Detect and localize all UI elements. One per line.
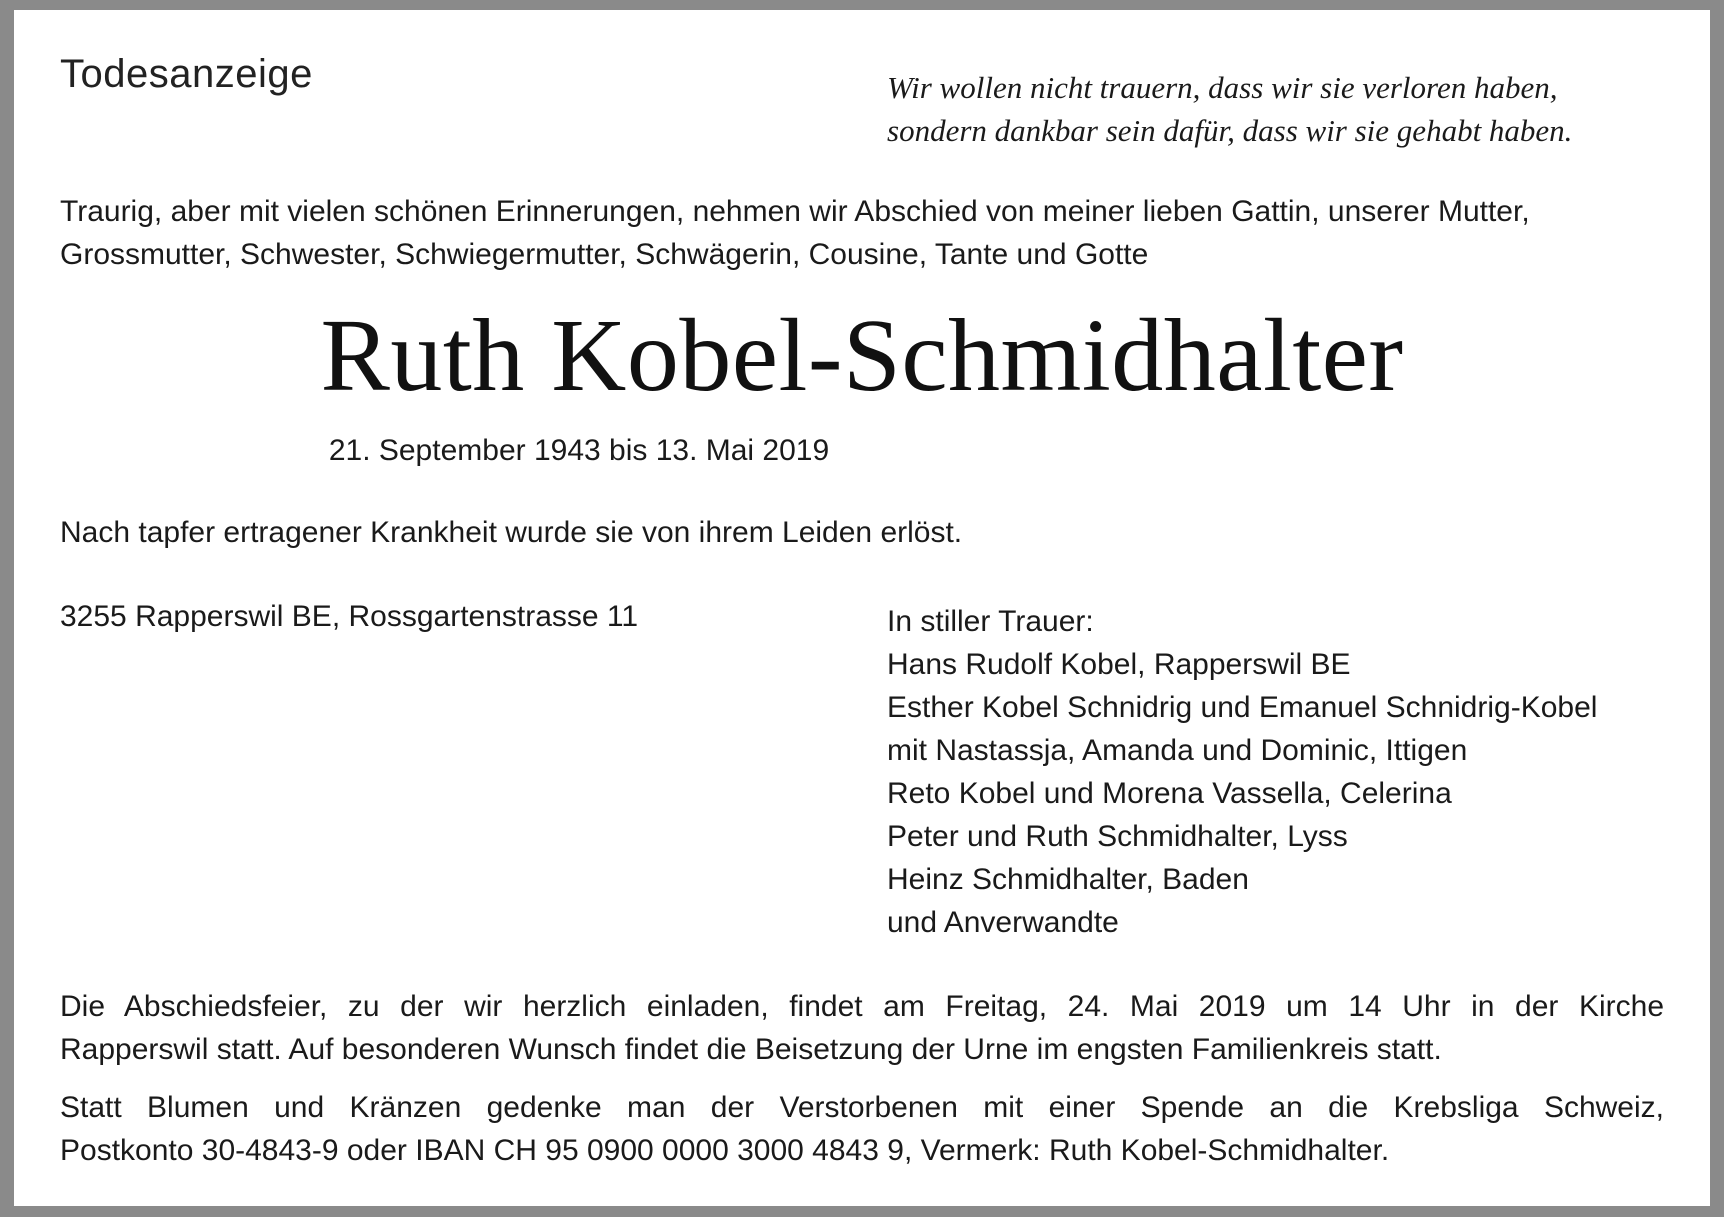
memorial-quote — [887, 66, 1572, 152]
mourners-list — [887, 600, 1597, 944]
deceased-name: Ruth Kobel-Schmidhalter — [320, 298, 1404, 413]
donation-text — [60, 1086, 1664, 1172]
mourners-title: In stiller Trauer: — [887, 605, 1094, 638]
intro-line: Traurig, aber mit vielen schönen Erinnerungen, nehmen wir Abschied von meiner lieben Gattin, unserer Mutter, — [60, 195, 1530, 228]
quote-line: sondern dankbar sein dafür, dass wir sie gehabt haben. — [887, 113, 1573, 148]
mourner-item: Heinz Schmidhalter, Baden — [887, 863, 1249, 896]
passing-text: Nach tapfer ertragener Krankheit wurde sie von ihrem Leiden erlöst. — [60, 516, 963, 549]
mourner-item: Reto Kobel und Morena Vassella, Celerina — [887, 777, 1452, 810]
ceremony-line: Die Abschiedsfeier, zu der wir herzlich einladen, findet am Freitag, 24. Mai 2019 um 14 Uhr in der Kirche — [60, 990, 1664, 1023]
mourner-item: Esther Kobel Schnidrig und Emanuel Schnidrig-Kobel — [887, 691, 1598, 724]
quote-line: Wir wollen nicht trauern, dass wir sie verloren haben, — [887, 70, 1558, 105]
mourner-item: mit Nastassja, Amanda und Dominic, Ittigen — [887, 734, 1468, 767]
intro-line: Grossmutter, Schwester, Schwiegermutter, Schwägerin, Cousine, Tante und Gotte — [60, 238, 1149, 271]
ceremony-text — [60, 985, 1664, 1071]
ceremony-line: Rapperswil statt. Auf besonderen Wunsch findet die Beisetzung der Urne im engsten Familienkreis statt. — [60, 1033, 1442, 1066]
life-dates: 21. September 1943 bis 13. Mai 2019 — [328, 434, 830, 467]
mourner-item: und Anverwandte — [887, 906, 1119, 939]
donation-line: Statt Blumen und Kränzen gedenke man der Verstorbenen mit einer Spende an die Krebsliga Schweiz, — [60, 1091, 1664, 1124]
page-title: Todesanzeige — [60, 52, 313, 96]
intro-text — [60, 190, 1530, 276]
family-address: 3255 Rapperswil BE, Rossgartenstrasse 11 — [60, 600, 639, 633]
obituary-card — [14, 10, 1710, 1206]
mourner-item: Peter und Ruth Schmidhalter, Lyss — [887, 820, 1348, 853]
donation-line: Postkonto 30-4843-9 oder IBAN CH 95 0900 0000 3000 4843 9, Vermerk: Ruth Kobel-Schmidhalter. — [60, 1134, 1390, 1167]
mourner-item: Hans Rudolf Kobel, Rapperswil BE — [887, 648, 1351, 681]
